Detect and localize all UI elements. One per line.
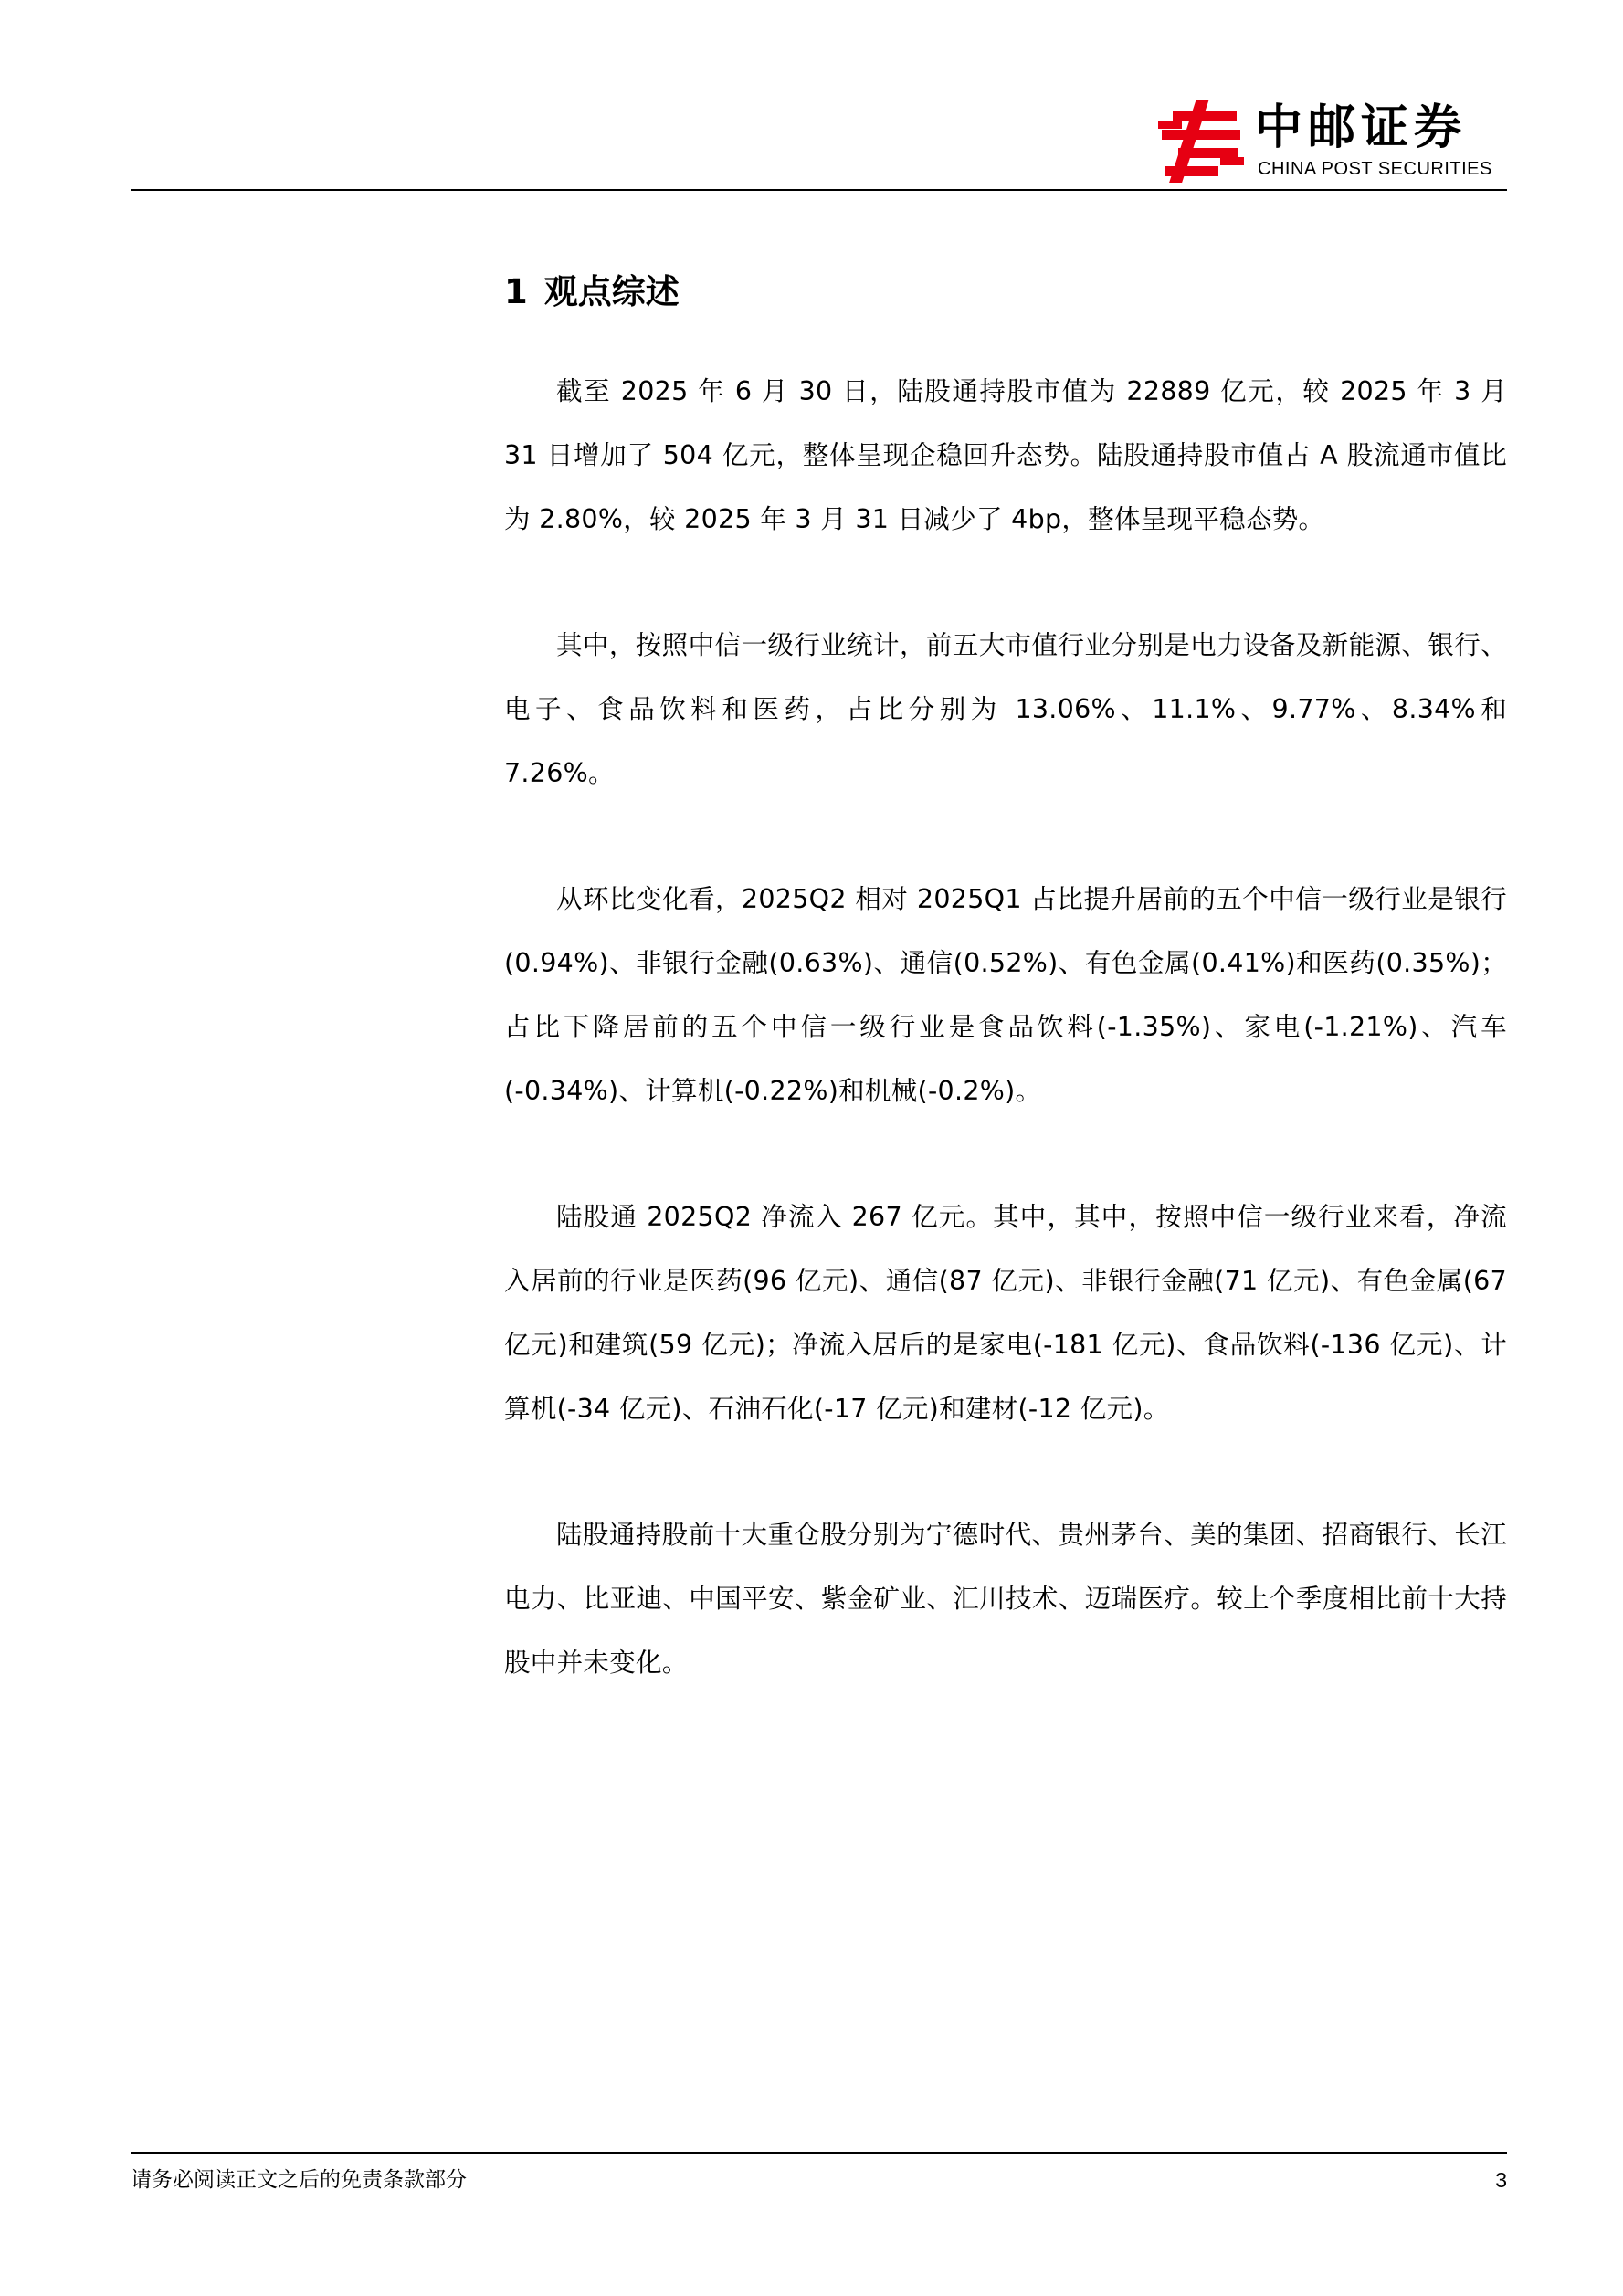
page-header [0, 0, 1623, 192]
logo-chinese-name: 中邮证券 [1255, 100, 1468, 155]
header-divider [131, 189, 1507, 191]
company-logo [1156, 99, 1503, 186]
paragraph-net-inflow: 陆股通 2025Q2 净流入 267 亿元。其中，其中，按照中信一级行业来看，净流入居前的行业是医药(96 亿元)、通信(87 亿元)、非银行金融(71 亿元)、有色金属(67 亿元)和建筑(59 亿元)；净流入居后的是家电(-181 亿元)、食品饮料(-136 亿元)、计算机(-34 亿元)、石油石化(-17 亿元)和建材(-12 亿元)。 [504, 1202, 1507, 1424]
paragraph-top-industries: 其中，按照中信一级行业统计，前五大市值行业分别是电力设备及新能源、银行、电子、食品饮料和医药，占比分别为 13.06%、11.1%、9.77%、8.34%和 7.26%。 [504, 630, 1507, 788]
paragraph-market-value: 截至 2025 年 6 月 30 日，陆股通持股市值为 22889 亿元，较 2025 年 3 月 31 日增加了 504 亿元，整体呈现企稳回升态势。陆股通持股市值占 A 股流通市值比为 2.80%，较 2025 年 3 月 31 日减少了 4bp，整体呈现平稳态势。 [504, 376, 1507, 534]
disclaimer-note: 请务必阅读正文之后的免责条款部分 [131, 2168, 467, 2192]
section-number: 1 [504, 272, 528, 311]
paragraph-top-holdings: 陆股通持股前十大重仓股分别为宁德时代、贵州茅台、美的集团、招商银行、长江电力、比亚迪、中国平安、紫金矿业、汇川技术、迈瑞医疗。较上个季度相比前十大持股中并未变化。 [504, 1520, 1507, 1678]
section-title: 观点综述 [543, 272, 680, 311]
footer-divider [131, 2152, 1507, 2154]
paragraph-qoq-change: 从环比变化看，2025Q2 相对 2025Q1 占比提升居前的五个中信一级行业是银行(0.94%)、非银行金融(0.63%)、通信(0.52%)、有色金属(0.41%)和医药(0.35%)；占比下降居前的五个中信一级行业是食品饮料(-1.35%)、家电(-1.21%)、汽车(-0.34%)、计算机(-0.22%)和机械(-0.2%)。 [504, 884, 1507, 1106]
logo-english-name: CHINA POST SECURITIES [1258, 159, 1492, 179]
page-number: 3 [1495, 2168, 1507, 2192]
section-heading [504, 265, 1507, 320]
china-post-logo-icon [1156, 99, 1248, 186]
report-body [504, 265, 1507, 1757]
